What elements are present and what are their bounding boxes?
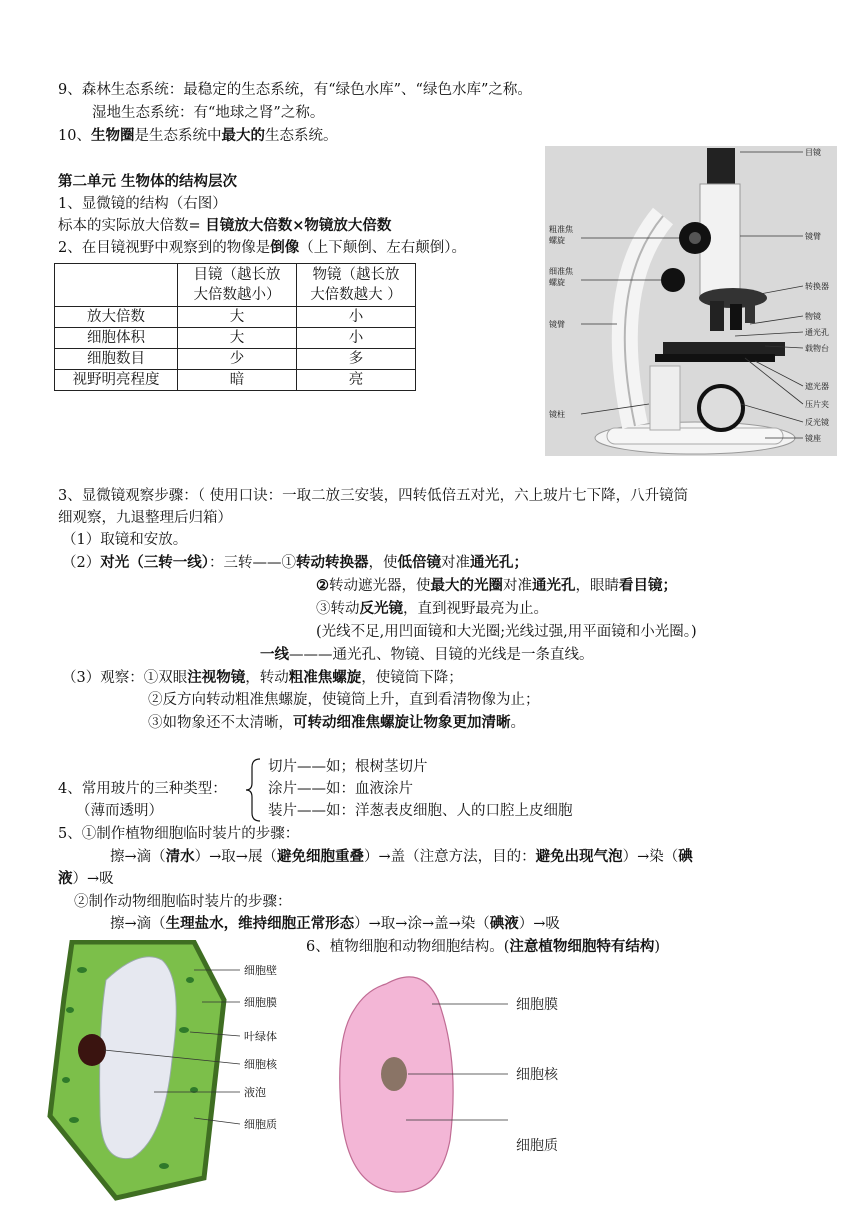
table-cell: 暗 bbox=[178, 370, 297, 391]
table-cell bbox=[55, 264, 178, 307]
section-3a: 3、显微镜观察步骤：（ 使用口诀：一取二放三安装，四转低倍五对光，六上玻片七下降，八升镜筒 bbox=[58, 488, 689, 504]
section-3-3-step3: ③如物象还不太清晰，可转动细准焦螺旋让物象更加清晰。 bbox=[148, 714, 525, 731]
label-coarse-l2: 螺旋 bbox=[549, 236, 565, 245]
label-clip: 压片夹 bbox=[805, 400, 829, 409]
table-cell: 大 bbox=[178, 328, 297, 349]
label-diaphragm: 遮光器 bbox=[805, 382, 829, 391]
label-cell-wall: 细胞壁 bbox=[244, 964, 277, 977]
label-pillar: 镜柱 bbox=[549, 410, 565, 419]
section-3-2-note: (光线不足,用凹面镜和大光圈;光线过强,用平面镜和小光圈。) bbox=[316, 624, 697, 640]
plant-cell-figure bbox=[44, 940, 304, 1202]
label-aperture: 通光孔 bbox=[805, 328, 829, 337]
label-coarse-l1: 粗准焦 bbox=[549, 225, 573, 234]
table-row bbox=[55, 370, 416, 391]
label-eyepiece: 目镜 bbox=[805, 148, 821, 157]
label-chloroplast: 叶绿体 bbox=[244, 1030, 277, 1043]
section-3-3: （3）观察：①双眼注视物镜，转动粗准焦螺旋，使镜筒下降； bbox=[62, 669, 463, 686]
section-1-formula: 标本的实际放大倍数= 目镜放大倍数×物镜放大倍数 bbox=[58, 217, 392, 234]
section-5b: ②制作动物细胞临时装片的步骤： bbox=[74, 894, 292, 910]
section-3-2-step3: ③转动反光镜，直到视野最亮为止。 bbox=[316, 600, 548, 617]
label-mirror: 反光镜 bbox=[805, 418, 829, 427]
unit-title: 第二单元 生物体的结构层次 bbox=[58, 173, 238, 190]
table-row bbox=[55, 349, 416, 370]
table-cell: 大 bbox=[178, 307, 297, 328]
table-cell: 小 bbox=[297, 307, 416, 328]
table-header-row bbox=[55, 264, 416, 307]
section-4a: 4、常用玻片的三种类型： bbox=[58, 781, 227, 797]
label-plant-membrane: 细胞膜 bbox=[244, 996, 277, 1009]
label-arm-right: 镜臂 bbox=[805, 232, 821, 241]
label-objective: 物镜 bbox=[805, 312, 821, 321]
label-nosepiece: 转换器 bbox=[805, 282, 829, 291]
section-3b: 细观察，九退整理后归箱） bbox=[58, 510, 232, 526]
table-header-objective: 物镜（越长放 大倍数越大 ） bbox=[297, 264, 416, 307]
line-10: 10、生物圈是生态系统中最大的生态系统。 bbox=[58, 127, 338, 144]
table-cell: 少 bbox=[178, 349, 297, 370]
label-plant-cytoplasm: 细胞质 bbox=[244, 1118, 277, 1131]
section-5-plant-steps-cont: 液）→吸 bbox=[58, 870, 114, 887]
slide-type-smear: 涂片——如：血液涂片 bbox=[268, 781, 413, 797]
section-3-2-step2: ②转动遮光器，使最大的光圈对准通光孔，眼睛看目镜； bbox=[316, 577, 677, 594]
section-3-2-line: 一线———通光孔、物镜、目镜的光线是一条直线。 bbox=[260, 646, 594, 663]
label-fine-l1: 细准焦 bbox=[549, 267, 573, 276]
label-animal-cytoplasm: 细胞质 bbox=[516, 1138, 558, 1154]
label-arm-left: 镜臂 bbox=[549, 320, 565, 329]
comparison-table bbox=[54, 263, 416, 391]
table-header-eyepiece: 目镜（越长放 大倍数越小） bbox=[178, 264, 297, 307]
table-cell: 小 bbox=[297, 328, 416, 349]
label-vacuole: 液泡 bbox=[244, 1086, 266, 1099]
label-base: 镜座 bbox=[805, 434, 821, 443]
line-9a: 9、森林生态系统：最稳定的生态系统，有“绿色水库”、“绿色水库”之称。 bbox=[58, 82, 532, 98]
table-cell: 多 bbox=[297, 349, 416, 370]
microscope-figure bbox=[545, 146, 837, 456]
table-row bbox=[55, 307, 416, 328]
brace-icon bbox=[244, 757, 264, 823]
table-row bbox=[55, 328, 416, 349]
line-9b: 湿地生态系统：有“地球之肾”之称。 bbox=[92, 105, 325, 121]
table-cell: 细胞体积 bbox=[55, 328, 178, 349]
section-4b: （薄而透明） bbox=[76, 803, 163, 819]
table-cell: 放大倍数 bbox=[55, 307, 178, 328]
section-5-animal-steps: 擦→滴（生理盐水，维持细胞正常形态）→取→涂→盖→染（碘液）→吸 bbox=[110, 915, 560, 932]
section-5: 5、①制作植物细胞临时装片的步骤： bbox=[58, 826, 300, 842]
table-cell: 视野明亮程度 bbox=[55, 370, 178, 391]
label-fine-l2: 螺旋 bbox=[549, 278, 565, 287]
slide-type-mount: 装片——如：洋葱表皮细胞、人的口腔上皮细胞 bbox=[268, 803, 573, 819]
slide-type-section: 切片——如；根树茎切片 bbox=[268, 759, 428, 775]
section-3-2: （2）对光（三转一线）：三转——①转动转换器，使低倍镜对准通光孔； bbox=[62, 554, 528, 571]
section-2: 2、在目镜视野中观察到的物像是倒像（上下颠倒、左右颠倒）。 bbox=[58, 239, 466, 256]
table-cell: 细胞数目 bbox=[55, 349, 178, 370]
section-6: 6、植物细胞和动物细胞结构。(注意植物细胞特有结构) bbox=[306, 938, 661, 955]
section-5-plant-steps: 擦→滴（清水）→取→展（避免细胞重叠）→盖（注意方法，目的：避免出现气泡）→染（碘 bbox=[110, 848, 693, 865]
label-plant-nucleus: 细胞核 bbox=[244, 1058, 277, 1071]
label-animal-membrane: 细胞膜 bbox=[516, 997, 558, 1013]
label-stage: 载物台 bbox=[805, 344, 829, 353]
animal-cell-figure bbox=[336, 970, 576, 1210]
label-animal-nucleus: 细胞核 bbox=[516, 1067, 558, 1083]
section-1: 1、显微镜的结构（右图） bbox=[58, 196, 227, 212]
section-3-1: （1）取镜和安放。 bbox=[62, 532, 188, 548]
table-cell: 亮 bbox=[297, 370, 416, 391]
section-3-3-step2: ②反方向转动粗准焦螺旋，使镜筒上升，直到看清物像为止； bbox=[148, 692, 540, 708]
